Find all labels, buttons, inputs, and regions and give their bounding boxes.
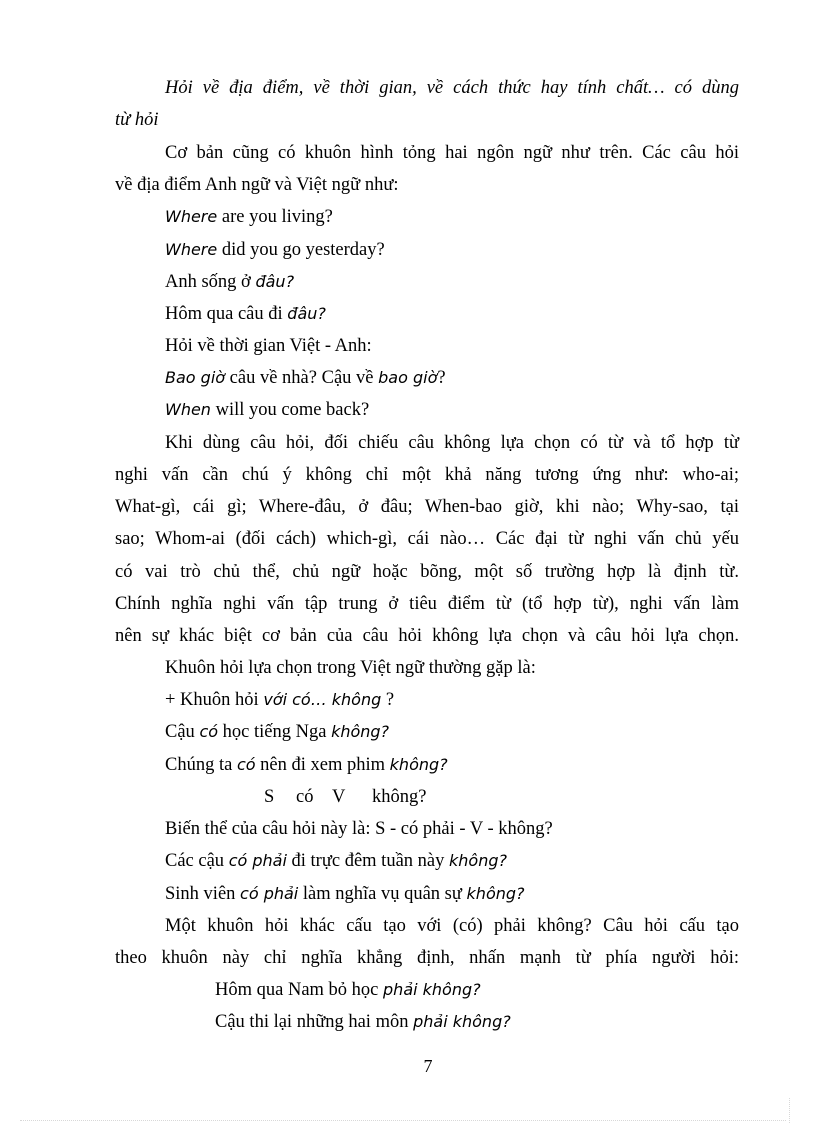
italic-word: không? xyxy=(449,851,507,870)
italic-word: When xyxy=(165,400,211,419)
italic-word: phải không? xyxy=(383,980,481,999)
italic-word: có xyxy=(199,722,219,741)
regular-text: Cậu xyxy=(165,722,200,742)
example-line xyxy=(165,394,739,426)
example-line xyxy=(165,749,739,781)
regular-text: Các cậu xyxy=(165,851,229,871)
text-line: Hỏi về địa điểm, về thời gian, về cách thức hay tính chất… có dùng xyxy=(165,78,739,98)
example-line xyxy=(165,266,739,298)
regular-text: ? xyxy=(437,368,446,388)
footer-divider xyxy=(20,1120,786,1121)
page-number: 7 xyxy=(423,1056,433,1076)
italic-word: bao giờ xyxy=(378,368,438,387)
regular-text: Chúng ta xyxy=(165,755,237,775)
example-line xyxy=(165,234,739,266)
text-line: Chính nghĩa nghi vấn tập trung ở tiêu điểm từ (tổ hợp từ), nghi vấn làm xyxy=(115,594,739,614)
text-line: Biến thể của câu hỏi này là: S - có phải - V - không? xyxy=(165,819,553,839)
regular-text: câu về nhà? Cậu về xyxy=(225,368,379,388)
italic-word: không? xyxy=(331,722,390,741)
regular-text: Cậu thi lại những hai môn xyxy=(215,1012,414,1032)
text-line: What-gì, cái gì; Where-đâu, ở đâu; When-bao giờ, khi nào; Why-sao, tại xyxy=(115,497,739,517)
italic-word: có xyxy=(236,755,256,774)
regular-text: Hôm qua Nam bỏ học xyxy=(215,980,384,1000)
formula-khong: không? xyxy=(372,787,427,807)
example-line xyxy=(165,878,739,910)
regular-text: ? xyxy=(381,690,395,710)
formula-line xyxy=(264,781,816,813)
text-line: Một khuôn hỏi khác cấu tạo với (có) phải không? Câu hỏi cấu tạo xyxy=(165,916,739,936)
example-line xyxy=(165,845,739,877)
example-line xyxy=(165,201,739,233)
text-line: nghi vấn cần chú ý không chỉ một khả năng tương ứng như: who-ai; xyxy=(115,465,739,485)
regular-text: are you living? xyxy=(217,207,333,227)
italic-word: Where xyxy=(165,240,218,259)
text-line: về địa điểm Anh ngữ và Việt ngữ như: xyxy=(115,175,399,195)
corner-mark xyxy=(789,1098,790,1123)
text-line: Khi dùng câu hỏi, đối chiếu câu không lựa chọn có từ và tổ hợp từ xyxy=(165,433,739,453)
regular-text: làm nghĩa vụ quân sự xyxy=(298,884,467,904)
italic-word: không? xyxy=(389,755,448,774)
regular-text: Anh sống ở xyxy=(165,272,256,292)
text-line: sao; Whom-ai (đối cách) which-gì, cái nào… Các đại từ nghi vấn chủ yếu xyxy=(115,529,739,549)
italic-word: không? xyxy=(466,884,525,903)
italic-word: có phải xyxy=(240,884,299,903)
formula-subject: S xyxy=(264,787,275,807)
text-line: Hỏi về thời gian Việt - Anh: xyxy=(165,336,372,356)
italic-word: đâu? xyxy=(255,272,295,291)
text-line: theo khuôn này chỉ nghĩa khẳng định, nhấn mạnh từ phía người hỏi: xyxy=(115,948,739,968)
italic-word: phải không? xyxy=(413,1012,511,1031)
text-line: nên sự khác biệt cơ bản của câu hỏi không lựa chọn và câu hỏi lựa chọn. xyxy=(115,626,739,646)
example-line xyxy=(215,1006,739,1038)
regular-text: đi trực đêm tuần này xyxy=(286,851,449,871)
regular-text: Hôm qua câu đi xyxy=(165,304,288,324)
text-line: Khuôn hỏi lựa chọn trong Việt ngữ thường gặp là: xyxy=(165,658,536,678)
italic-word: có phải xyxy=(228,851,287,870)
regular-text: + Khuôn hỏi xyxy=(165,690,264,710)
regular-text: nên đi xem phim xyxy=(255,755,390,775)
formula-verb: V xyxy=(332,787,346,807)
regular-text: học tiếng Nga xyxy=(218,722,332,742)
example-line xyxy=(165,298,739,330)
italic-word: với có… không xyxy=(263,690,382,709)
text-line: từ hỏi xyxy=(115,110,159,130)
text-line: có vai trò chủ thể, chủ ngữ hoặc bõng, một số trường hợp là định từ. xyxy=(115,562,739,582)
example-line xyxy=(165,684,739,716)
text-line: Cơ bản cũng có khuôn hình tỏng hai ngôn ngữ như trên. Các câu hỏi xyxy=(165,143,739,163)
example-line xyxy=(215,974,739,1006)
regular-text: will you come back? xyxy=(210,400,370,420)
italic-word: Bao giờ xyxy=(165,368,226,387)
formula-co: có xyxy=(296,787,314,807)
example-line xyxy=(165,362,739,394)
italic-word: Where xyxy=(165,207,218,226)
regular-text: did you go yesterday? xyxy=(217,240,385,260)
regular-text: Sinh viên xyxy=(165,884,241,904)
example-line xyxy=(165,716,739,748)
italic-word: đâu? xyxy=(287,304,326,323)
